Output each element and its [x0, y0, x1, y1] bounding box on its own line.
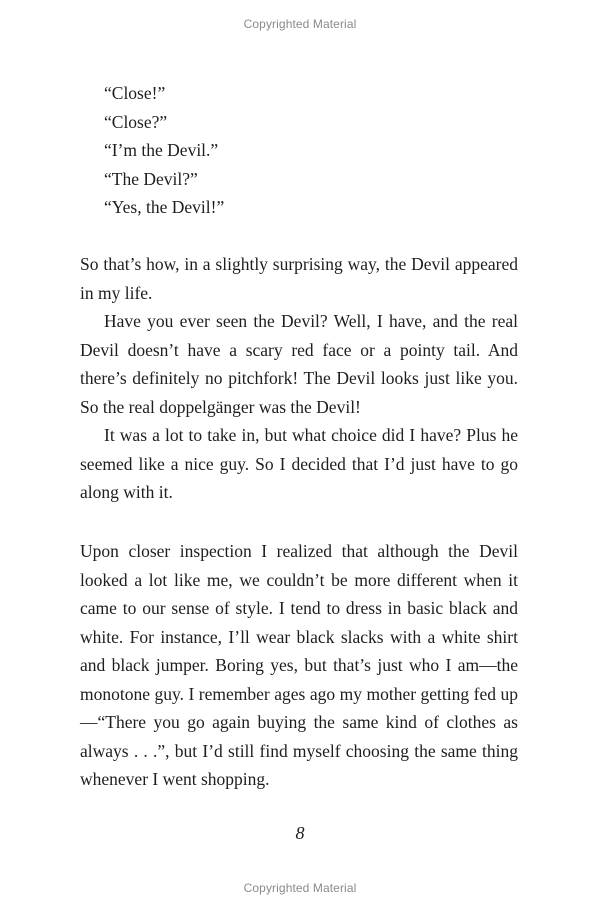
- dialogue-line: “Close!”: [104, 83, 166, 103]
- paragraph: Upon closer inspection I realized that although the Devil looked a lot like me, we couldn’t be more different when it came to our sense of style. I tend to dress in basic black and white. For instance, I’ll wear black slacks with a white shirt and black jumper. Boring yes, but that’s just who I am—the monotone guy. I remember ages ago my mother getting fed up—“There you go again buying the same kind of clothes as always . . .”, but I’d still find myself choosing the same thing whenever I went shopping.: [80, 541, 518, 789]
- paragraph: It was a lot to take in, but what choice did I have? Plus he seemed like a nice guy. So I decided that I’d just have to go along with it.: [80, 425, 518, 502]
- dialogue-line: “Yes, the Devil!”: [104, 197, 225, 218]
- body-section-2: [80, 537, 518, 794]
- dialogue-line: “Close?”: [104, 111, 168, 132]
- dialogue-line: “I’m the Devil.”: [104, 140, 219, 161]
- copyright-watermark-bottom: Copyrighted Material: [243, 881, 357, 895]
- paragraph: So that’s how, in a slightly surprising way, the Devil appeared in my life.: [80, 254, 518, 303]
- copyright-watermark-top: Copyrighted Material: [243, 17, 357, 31]
- paragraph: Have you ever seen the Devil? Well, I have, and the real Devil doesn’t have a scary red face or a pointy tail. And there’s definitely no pitchfork! The Devil looks just like you. So the real doppelgänger was the Devil!: [80, 311, 518, 417]
- body-section-1: [80, 250, 518, 507]
- dialogue-block: [104, 79, 224, 222]
- dialogue-line: “The Devil?”: [104, 168, 198, 189]
- page-number: 8: [295, 823, 305, 843]
